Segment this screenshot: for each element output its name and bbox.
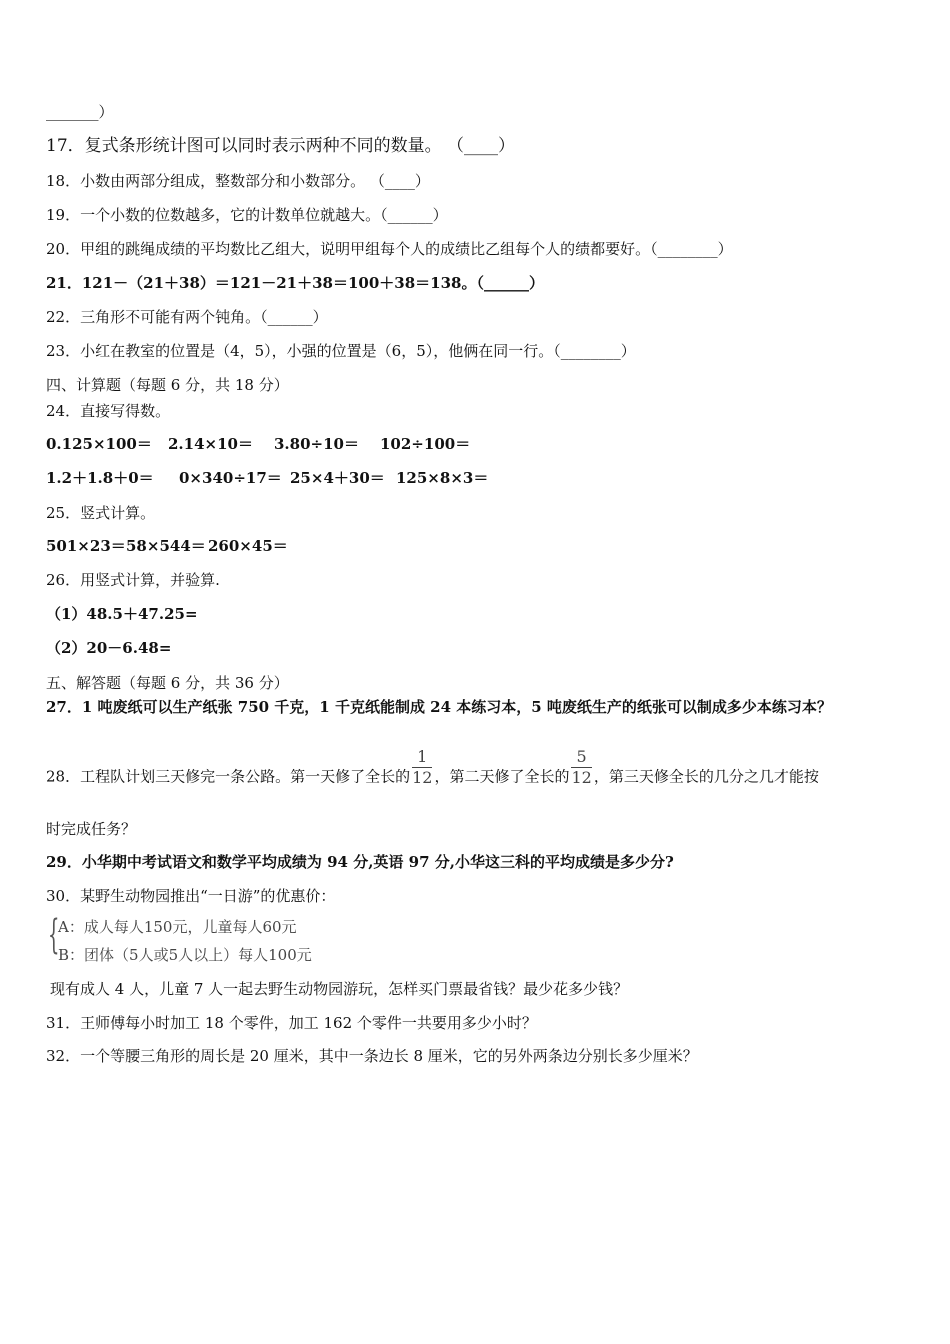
question-24: 24．直接写得数。 xyxy=(46,402,171,420)
question-25: 25．竖式计算。 xyxy=(46,504,156,522)
question-22: 22．三角形不可能有两个钝角。（______） xyxy=(46,308,328,326)
q24-item: 0.125×100＝ xyxy=(46,435,152,453)
question-17: 17．复式条形统计图可以同时表示两种不同的数量。 （____） xyxy=(46,136,516,156)
question-26: 26．用竖式计算，并验算. xyxy=(46,571,220,589)
q25-item: 260×45＝ xyxy=(208,537,288,555)
fraction-denominator: 12 xyxy=(412,768,433,787)
curly-brace-icon: { xyxy=(48,912,60,958)
top-blank-line: _______） xyxy=(46,103,114,121)
question-29: 29．小华期中考试语文和数学平均成绩为 94 分,英语 97 分,小华这三科的平均成绩是多少分? xyxy=(46,853,674,871)
fraction-5-12 xyxy=(571,747,591,788)
question-31: 31．王师傅每小时加工 18 个零件，加工 162 个零件一共要用多少小时？ xyxy=(46,1014,537,1032)
fraction-denominator: 12 xyxy=(571,768,592,787)
question-19: 19．一个小数的位数越多，它的计数单位就越大。（______） xyxy=(46,206,448,224)
question-21: 21．121－（21＋38）＝121－21＋38＝100＋38＝138。（______） xyxy=(46,274,544,292)
q25-item: 58×544＝ xyxy=(126,537,206,555)
question-26-part-1: （1）48.5＋47.25= xyxy=(46,605,198,623)
q30-option-a: A：成人每人150元，儿童每人60元 xyxy=(58,918,297,936)
q24-item: 3.80÷10＝ xyxy=(274,435,359,453)
q28-text-3: ，第三天修全长的几分之几才能按 xyxy=(593,767,819,786)
fraction-1-12 xyxy=(412,747,432,788)
question-28-continued: 时完成任务？ xyxy=(46,820,137,838)
q30-option-b: B：团体（5人或5人以上）每人100元 xyxy=(58,946,312,964)
q24-item: 1.2＋1.8＋0＝ xyxy=(46,469,154,487)
question-18: 18．小数由两部分组成，整数部分和小数部分。 （____） xyxy=(46,172,430,190)
q28-text-2: ，第二天修了全长的 xyxy=(434,767,570,786)
fraction-numerator: 5 xyxy=(571,747,591,768)
q24-item: 102÷100＝ xyxy=(380,435,471,453)
q24-item: 25×4＋30＝ xyxy=(290,469,385,487)
question-30: 30．某野生动物园推出“一日游”的优惠价： xyxy=(46,887,336,905)
question-26-part-2: （2）20－6.48= xyxy=(46,639,172,657)
q28-text-1: 28．工程队计划三天修完一条公路。第一天修了全长的 xyxy=(46,767,411,786)
q24-row-1 xyxy=(46,434,470,454)
section-5-heading: 五、解答题（每题 6 分，共 36 分） xyxy=(46,674,289,692)
q25-item: 501×23＝ xyxy=(46,537,126,555)
question-23: 23．小红在教室的位置是（4，5），小强的位置是（6，5），他俩在同一行。（________） xyxy=(46,342,636,360)
section-4-heading: 四、计算题（每题 6 分，共 18 分） xyxy=(46,376,289,394)
question-30-prompt: 现有成人 4 人，儿童 7 人一起去野生动物园游玩，怎样买门票最省钱？最少花多少钱？ xyxy=(50,980,629,998)
question-20: 20．甲组的跳绳成绩的平均数比乙组大，说明甲组每个人的成绩比乙组每个人的绩都要好。（________） xyxy=(46,240,733,258)
question-28 xyxy=(46,747,819,798)
fraction-numerator: 1 xyxy=(412,747,432,768)
q24-item: 125×8×3＝ xyxy=(396,469,489,487)
q25-row xyxy=(46,536,288,556)
question-27: 27．1 吨废纸可以生产纸张 750 千克，1 千克纸能制成 24 本练习本，5 吨废纸生产的纸张可以制成多少本练习本？ xyxy=(46,698,832,716)
question-32: 32．一个等腰三角形的周长是 20 厘米，其中一条边长 8 厘米，它的另外两条边分别长多少厘米？ xyxy=(46,1047,698,1065)
q24-item: 0×340÷17＝ xyxy=(179,469,282,487)
q24-row-2 xyxy=(46,468,488,488)
q24-item: 2.14×10＝ xyxy=(168,435,253,453)
